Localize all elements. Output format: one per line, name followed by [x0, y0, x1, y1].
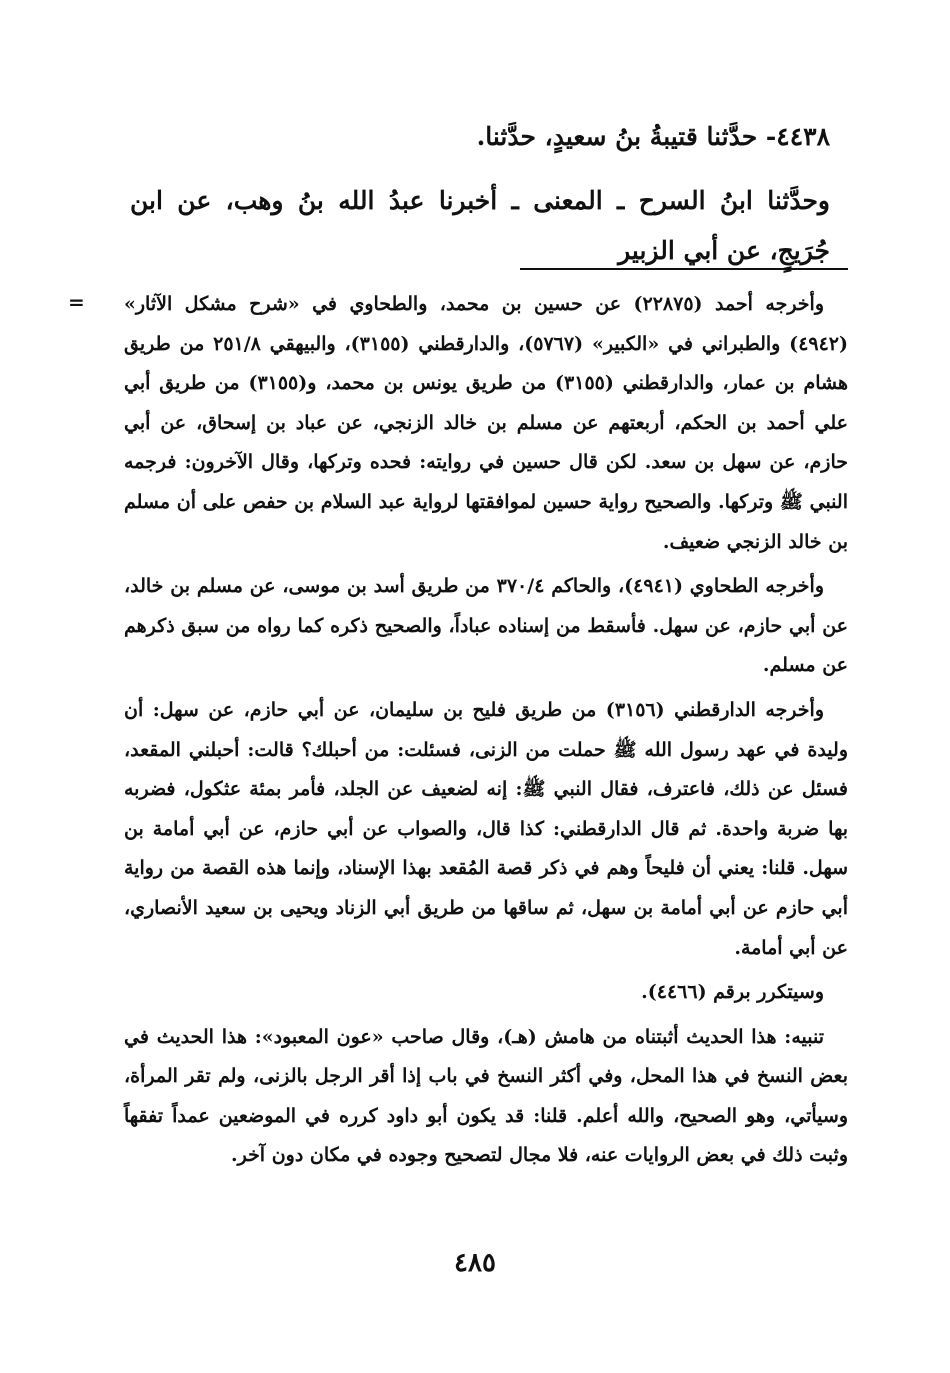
footnote-paragraph: وسيتكرر برقم (٤٤٦٦).: [641, 981, 824, 1004]
hadith-text: [130, 112, 830, 284]
page-number: ٤٨٥: [454, 1248, 496, 1278]
footnote-paragraph: وأخرجه الطحاوي (٤٩٤١)، والحاكم ٣٧٠/٤ من طريق أسد بن موسى، عن مسلم بن خالد، عن أبي حازم، عن سهل. فأسقط من إسناده عباداً، والصحيح ذكره كما رواه من سبق ذكرهم عن مسلم.: [124, 575, 848, 677]
footnote-separator: [520, 268, 848, 270]
footnote-continuation-marker: =: [68, 290, 85, 314]
footnote-paragraph: تنبيه: هذا الحديث أثبتناه من هامش (هـ)، وقال صاحب «عون المعبود»: هذا الحديث في بعض النسخ في هذا المحل، وفي أكثر النسخ في باب إذا أقر الرجل بالزنى، ولم تقر المرأة، وسيأتي، وهو الصحيح، والله أعلم. قلنا: قد يكون أبو داود كرره في الموضعين عمداً تفقهاً وثبت ذلك في بعض الروايات عنه، فلا مجال لتصحيح وجوده في مكان دون آخر.: [124, 1025, 848, 1167]
hadith-isnad: وحدَّثنا ابنُ السرح ـ المعنى ـ أخبرنا عبدُ الله بنُ وهب، عن ابن جُرَيجٍ، عن أبي الزبير: [130, 186, 830, 265]
hadith-number-line: ٤٤٣٨- حدَّثنا قتيبةُ بنُ سعيدٍ، حدَّثنا.: [476, 122, 830, 151]
footnote-paragraph: وأخرجه الدارقطني (٣١٥٦) من طريق فليح بن سليمان، عن أبي حازم، عن سهل: أن وليدة في عهد رسول الله ﷺ حملت من الزنى، فسئلت: من أحبلك؟ قالت: أحبلني المقعد، فسئل عن ذلك، فاعترف، فقال النبي ﷺ: إنه لضعيف عن الجلد، فأمر بمئة عثكول، فضربه بها ضربة واحدة. ثم قال الدارقطني: كذا قال، والصواب عن أبي حازم، عن أبي أمامة بن سهل. قلنا: يعني أن فليحاً وهم في ذكر قصة المُقعد بهذا الإسناد، وإنما هذه القصة من رواية أبي حازم عن أبي أمامة بن سهل، ثم ساقها من طريق أبي الزناد ويحيى بن سعيد الأنصاري، عن أبي أمامة.: [124, 698, 848, 959]
footnote-paragraph: وأخرجه أحمد (٢٢٨٧٥) عن حسين بن محمد، والطحاوي في «شرح مشكل الآثار» (٤٩٤٢) والطبراني في «الكبير» (٥٧٦٧)، والدارقطني (٣١٥٥)، والبيهقي ٢٥١/٨ من طريق هشام بن عمار، والدارقطني (٣١٥٥) من طريق يونس بن محمد، و(٣١٥٥) من طريق أبي علي أحمد بن الحكم، أربعتهم عن مسلم بن خالد الزنجي، عن عباد بن إسحاق، عن أبي حازم، عن سهل بن سعد. لكن قال حسين في روايته: فحده وتركها، وقال الآخرون: فرجمه النبي ﷺ وتركها. والصحيح رواية حسين لموافقتها لرواية عبد السلام بن حفص على أن مسلم بن خالد الزنجي ضعيف.: [124, 293, 849, 553]
footnotes: [124, 285, 848, 1181]
